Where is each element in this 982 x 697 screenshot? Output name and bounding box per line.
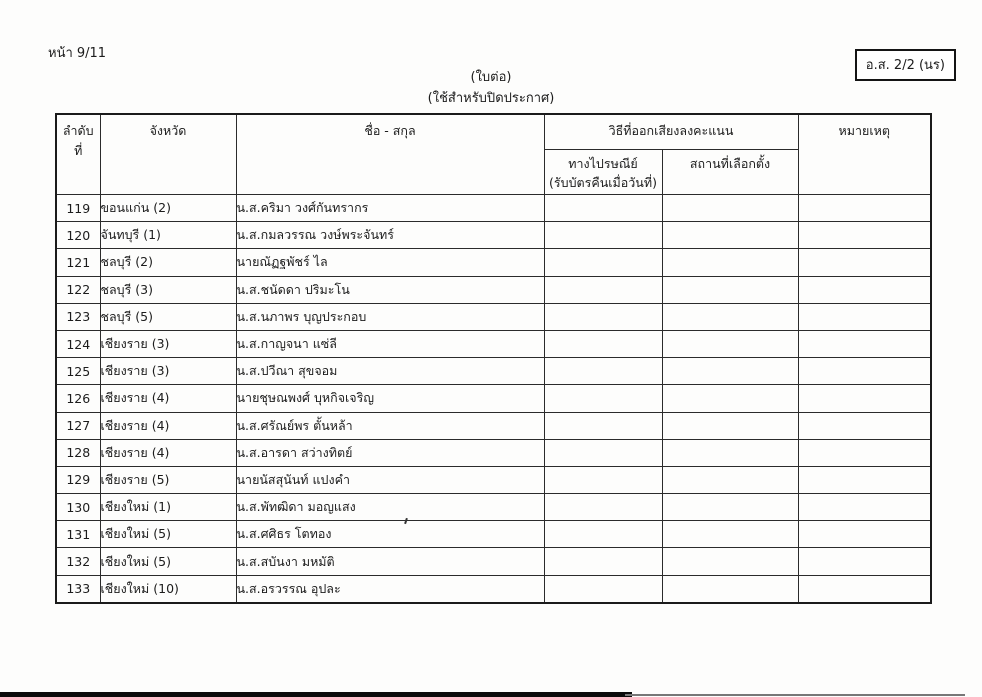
header-province: จังหวัด bbox=[100, 114, 236, 195]
cell-station bbox=[662, 494, 798, 521]
header-postal bbox=[544, 150, 662, 195]
cell-postal bbox=[544, 466, 662, 493]
cell-remark bbox=[798, 494, 931, 521]
form-code-text: อ.ส. 2/2 (นร) bbox=[865, 58, 945, 73]
doc-title-usage: (ใช้สำหรับปิดประกาศ) bbox=[427, 91, 555, 106]
cell-station bbox=[662, 385, 798, 412]
cell-postal bbox=[544, 548, 662, 575]
cell-remark bbox=[798, 195, 931, 222]
cell-name: น.ส.ปวีณา สุขจอม bbox=[236, 358, 544, 385]
cell-name: น.ส.ศศิธร โตทอง bbox=[236, 521, 544, 548]
cell-station bbox=[662, 575, 798, 603]
cell-no: 120 bbox=[56, 222, 100, 249]
cell-postal bbox=[544, 222, 662, 249]
header-no-line2: ที่ bbox=[74, 143, 83, 158]
cell-name: นายชุษณพงศ์ บุหกิจเจริญ bbox=[236, 385, 544, 412]
scan-artifact-bar bbox=[0, 692, 632, 697]
header-no bbox=[56, 114, 100, 195]
header-remarks: หมายเหตุ bbox=[798, 114, 931, 195]
cell-province: เชียงราย (3) bbox=[100, 330, 236, 357]
cell-postal bbox=[544, 330, 662, 357]
cell-station bbox=[662, 412, 798, 439]
cell-no: 128 bbox=[56, 439, 100, 466]
cell-province: เชียงราย (4) bbox=[100, 439, 236, 466]
document-titles bbox=[0, 67, 982, 109]
scan-artifact-bar-faint bbox=[625, 694, 965, 696]
cell-province: เชียงใหม่ (5) bbox=[100, 548, 236, 575]
cell-remark bbox=[798, 412, 931, 439]
cell-remark bbox=[798, 222, 931, 249]
cell-name: น.ส.นภาพร บุญประกอบ bbox=[236, 303, 544, 330]
cell-no: 131 bbox=[56, 521, 100, 548]
cell-remark bbox=[798, 548, 931, 575]
cell-name: นายนัสสุนันท์ แปงคำ bbox=[236, 466, 544, 493]
table-row bbox=[56, 548, 931, 575]
cell-province: เชียงใหม่ (10) bbox=[100, 575, 236, 603]
cell-station bbox=[662, 330, 798, 357]
cell-postal bbox=[544, 575, 662, 603]
table-row bbox=[56, 276, 931, 303]
cell-province: ชลบุรี (3) bbox=[100, 276, 236, 303]
table-row bbox=[56, 575, 931, 603]
cell-province: ชลบุรี (2) bbox=[100, 249, 236, 276]
cell-postal bbox=[544, 521, 662, 548]
cell-remark bbox=[798, 276, 931, 303]
cell-no: 125 bbox=[56, 358, 100, 385]
cell-station bbox=[662, 276, 798, 303]
cell-name: น.ส.สบันงา มหมัติ bbox=[236, 548, 544, 575]
cell-name: น.ส.ชนัดดา ปริมะโน bbox=[236, 276, 544, 303]
table-body bbox=[56, 195, 931, 603]
cell-station bbox=[662, 249, 798, 276]
cell-province: เชียงราย (5) bbox=[100, 466, 236, 493]
doc-title-continuation: (ใบต่อ) bbox=[470, 70, 512, 85]
cell-name: น.ส.ศรัณย์พร ตั้นหล้า bbox=[236, 412, 544, 439]
cell-province: ชลบุรี (5) bbox=[100, 303, 236, 330]
cell-name: น.ส.กาญจนา แซ่ลี bbox=[236, 330, 544, 357]
cell-no: 122 bbox=[56, 276, 100, 303]
cell-remark bbox=[798, 303, 931, 330]
table-row bbox=[56, 358, 931, 385]
cell-no: 126 bbox=[56, 385, 100, 412]
cell-province: เชียงราย (4) bbox=[100, 412, 236, 439]
cell-station bbox=[662, 548, 798, 575]
header-postal-line2: (รับบัตรคืนเมื่อวันที่) bbox=[549, 175, 657, 190]
cell-province: เชียงราย (4) bbox=[100, 385, 236, 412]
cell-postal bbox=[544, 494, 662, 521]
cell-no: 129 bbox=[56, 466, 100, 493]
cell-remark bbox=[798, 466, 931, 493]
cell-province: เชียงใหม่ (1) bbox=[100, 494, 236, 521]
cell-no: 123 bbox=[56, 303, 100, 330]
cell-station bbox=[662, 358, 798, 385]
cell-station bbox=[662, 222, 798, 249]
cell-postal bbox=[544, 358, 662, 385]
cell-postal bbox=[544, 276, 662, 303]
cell-remark bbox=[798, 385, 931, 412]
cell-postal bbox=[544, 303, 662, 330]
cell-remark bbox=[798, 521, 931, 548]
table-row bbox=[56, 222, 931, 249]
cell-postal bbox=[544, 385, 662, 412]
cell-remark bbox=[798, 439, 931, 466]
header-polling-station: สถานที่เลือกตั้ง bbox=[662, 150, 798, 195]
cell-remark bbox=[798, 330, 931, 357]
cell-name: น.ส.อารดา สว่างทิตย์ bbox=[236, 439, 544, 466]
cell-province: ขอนแก่น (2) bbox=[100, 195, 236, 222]
table-row bbox=[56, 330, 931, 357]
cell-no: 133 bbox=[56, 575, 100, 603]
cell-name: น.ส.พัทฒิดา มอญแสง bbox=[236, 494, 544, 521]
table-row bbox=[56, 412, 931, 439]
table-row bbox=[56, 385, 931, 412]
header-voting-method: วิธีที่ออกเสียงลงคะแนน bbox=[544, 114, 798, 150]
cell-no: 127 bbox=[56, 412, 100, 439]
cell-no: 124 bbox=[56, 330, 100, 357]
header-row-1 bbox=[56, 114, 931, 150]
cell-province: จันทบุรี (1) bbox=[100, 222, 236, 249]
cell-postal bbox=[544, 249, 662, 276]
cell-postal bbox=[544, 439, 662, 466]
cell-station bbox=[662, 439, 798, 466]
cell-name: น.ส.คริมา วงศ์กันทรากร bbox=[236, 195, 544, 222]
cell-station bbox=[662, 195, 798, 222]
table-row bbox=[56, 303, 931, 330]
cell-no: 119 bbox=[56, 195, 100, 222]
cell-postal bbox=[544, 412, 662, 439]
cell-remark bbox=[798, 358, 931, 385]
cell-station bbox=[662, 303, 798, 330]
cell-name: นายณัฏฐพัชร์ ไล bbox=[236, 249, 544, 276]
table-row bbox=[56, 521, 931, 548]
cell-province: เชียงใหม่ (5) bbox=[100, 521, 236, 548]
cell-remark bbox=[798, 575, 931, 603]
cell-no: 130 bbox=[56, 494, 100, 521]
cell-station bbox=[662, 521, 798, 548]
cell-no: 132 bbox=[56, 548, 100, 575]
voters-table bbox=[55, 113, 932, 604]
table-row bbox=[56, 466, 931, 493]
table-row bbox=[56, 249, 931, 276]
cell-name: น.ส.กมลวรรณ วงษ์พระจันทร์ bbox=[236, 222, 544, 249]
page-number: หน้า 9/11 bbox=[48, 46, 107, 61]
header-postal-line1: ทางไปรษณีย์ bbox=[568, 156, 638, 171]
header-no-line1: ลำดับ bbox=[62, 123, 94, 138]
cell-station bbox=[662, 466, 798, 493]
table-row bbox=[56, 195, 931, 222]
cell-no: 121 bbox=[56, 249, 100, 276]
cell-name: น.ส.อรวรรณ อุปละ bbox=[236, 575, 544, 603]
table-row bbox=[56, 439, 931, 466]
table-row bbox=[56, 494, 931, 521]
header-name: ชื่อ - สกุล bbox=[236, 114, 544, 195]
cell-postal bbox=[544, 195, 662, 222]
cell-province: เชียงราย (3) bbox=[100, 358, 236, 385]
cell-remark bbox=[798, 249, 931, 276]
